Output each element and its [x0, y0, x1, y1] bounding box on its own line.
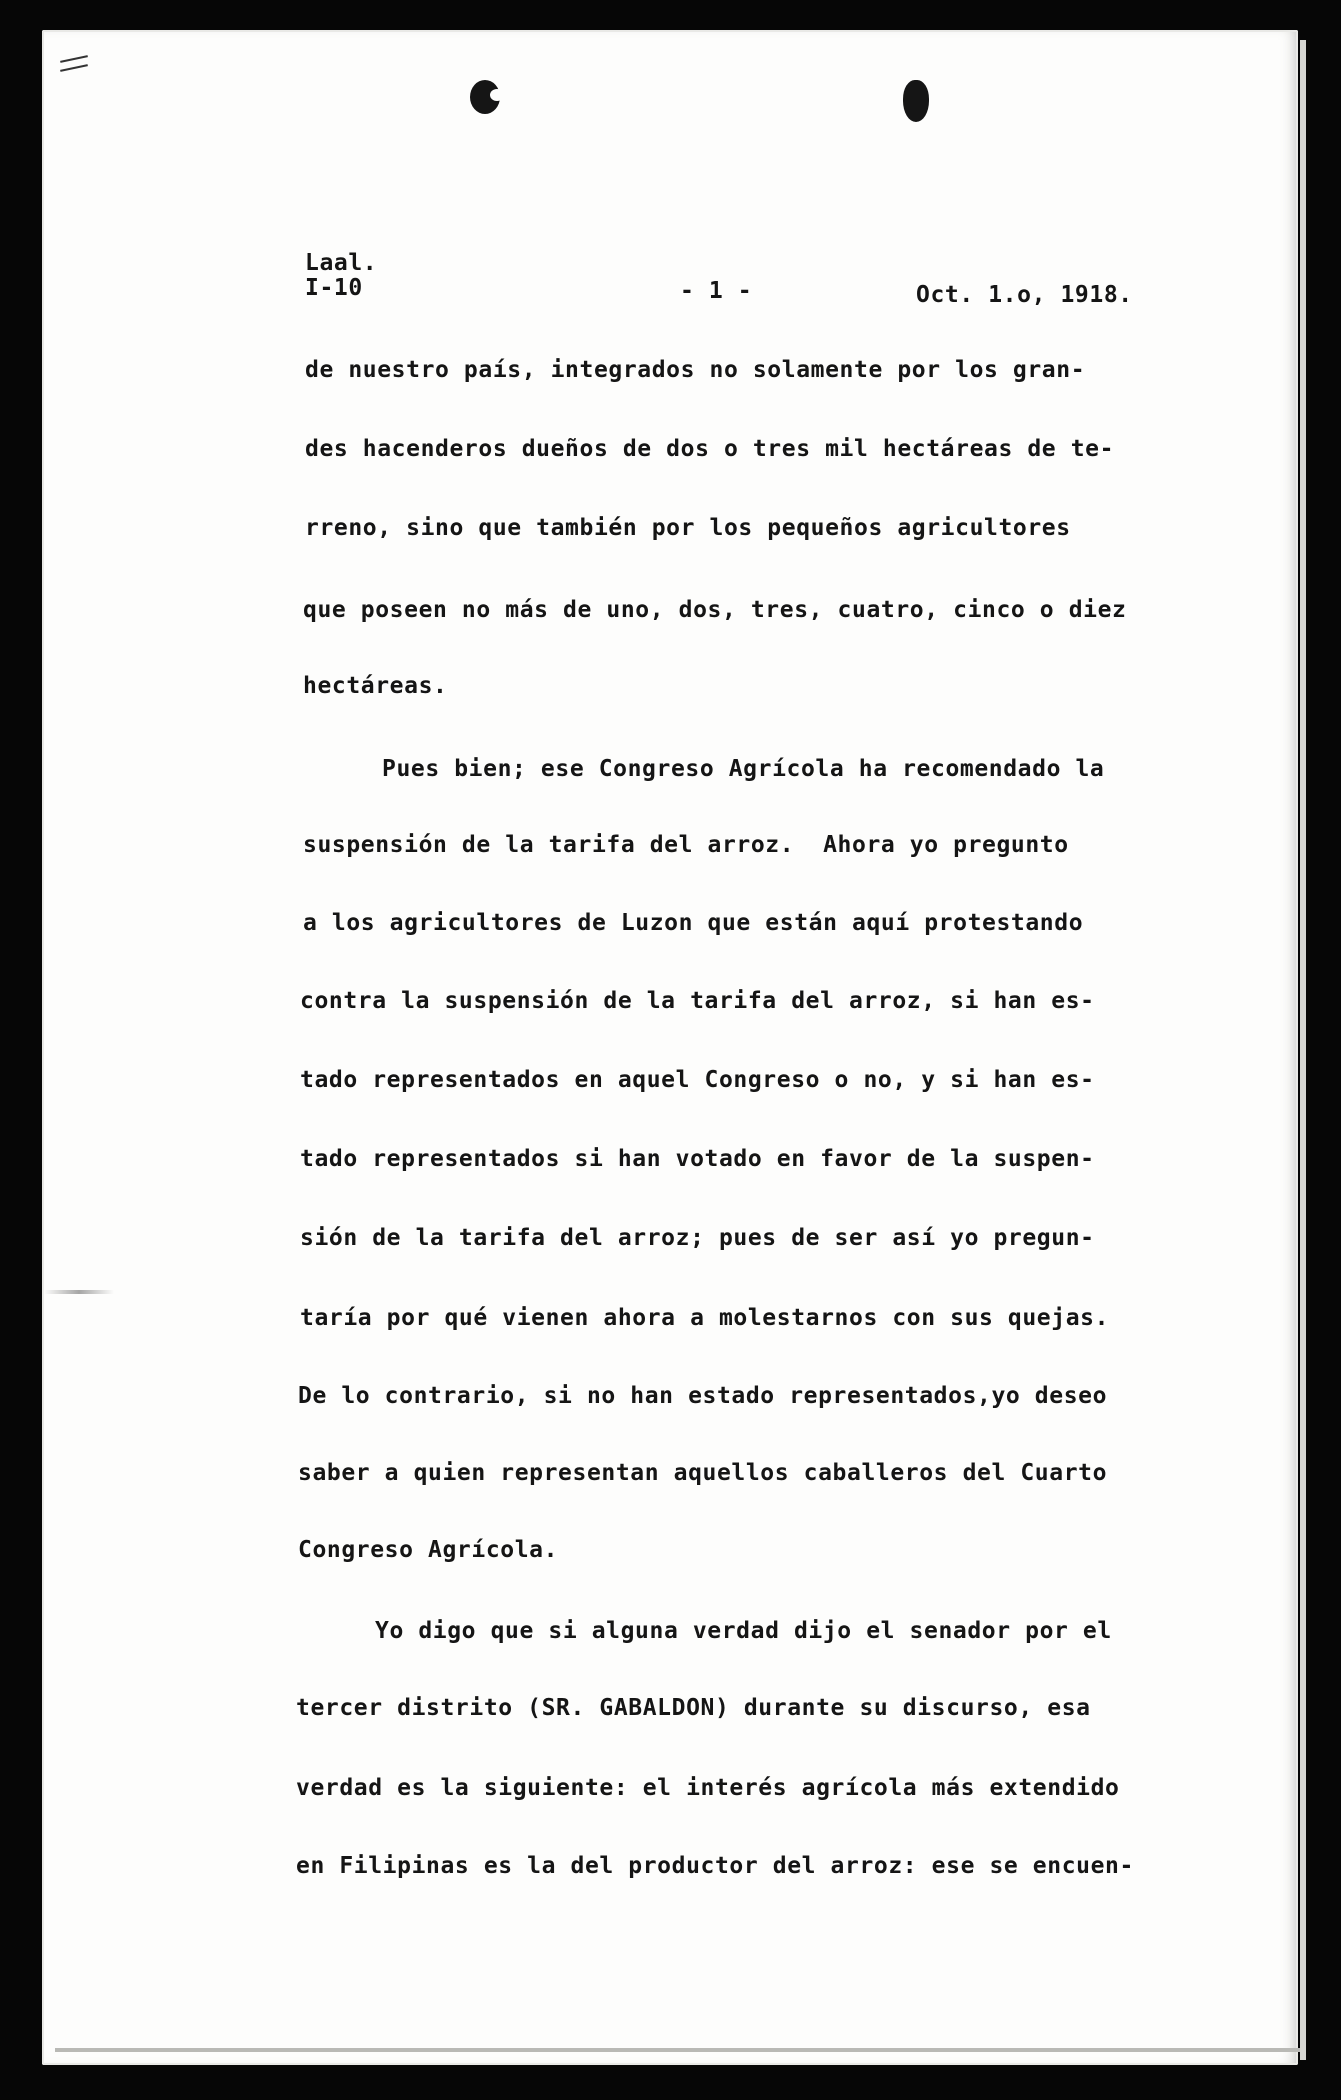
text-line: saber a quien representan aquellos caballeros del Cuarto: [298, 1460, 1108, 1486]
text-line: rreno, sino que también por los pequeños agricultores: [305, 515, 1071, 541]
text-line: tado representados si han votado en favor de la suspen-: [300, 1146, 1095, 1172]
text-line: de nuestro país, integrados no solamente por los gran-: [305, 357, 1086, 383]
text-line: sión de la tarifa del arroz; pues de ser así yo pregun-: [300, 1225, 1095, 1251]
text-line: tado representados en aquel Congreso o no, y si han es-: [300, 1067, 1095, 1093]
text-line: hectáreas.: [303, 673, 448, 699]
text-line: Yo digo que si alguna verdad dijo el senador por el: [375, 1618, 1112, 1644]
text-line: Congreso Agrícola.: [298, 1537, 559, 1563]
text-line: contra la suspensión de la tarifa del arroz, si han es-: [300, 988, 1095, 1014]
page-number: - 1 -: [680, 278, 753, 304]
text-line: De lo contrario, si no han estado representados,yo deseo: [298, 1383, 1108, 1409]
text-line: en Filipinas es la del productor del arroz: ese se encuen-: [296, 1853, 1134, 1879]
text-line: des hacenderos dueños de dos o tres mil hectáreas de te-: [305, 436, 1115, 462]
text-line: a los agricultores de Luzon que están aquí protestando: [303, 910, 1084, 936]
text-line: suspensión de la tarifa del arroz. Ahora yo pregunto: [303, 832, 1069, 858]
document-date: Oct. 1.o, 1918.: [916, 282, 1133, 308]
document-code: I-10: [305, 275, 363, 301]
text-line: Pues bien; ese Congreso Agrícola ha recomendado la: [382, 756, 1105, 782]
text-line: que poseen no más de uno, dos, tres, cuatro, cinco o diez: [303, 597, 1127, 623]
document-code: Laal.: [305, 250, 378, 276]
text-line: tercer distrito (SR. GABALDON) durante su discurso, esa: [296, 1695, 1091, 1721]
text-line: verdad es la siguiente: el interés agrícola más extendido: [296, 1775, 1120, 1801]
text-line: taría por qué vienen ahora a molestarnos con sus quejas.: [300, 1305, 1110, 1331]
